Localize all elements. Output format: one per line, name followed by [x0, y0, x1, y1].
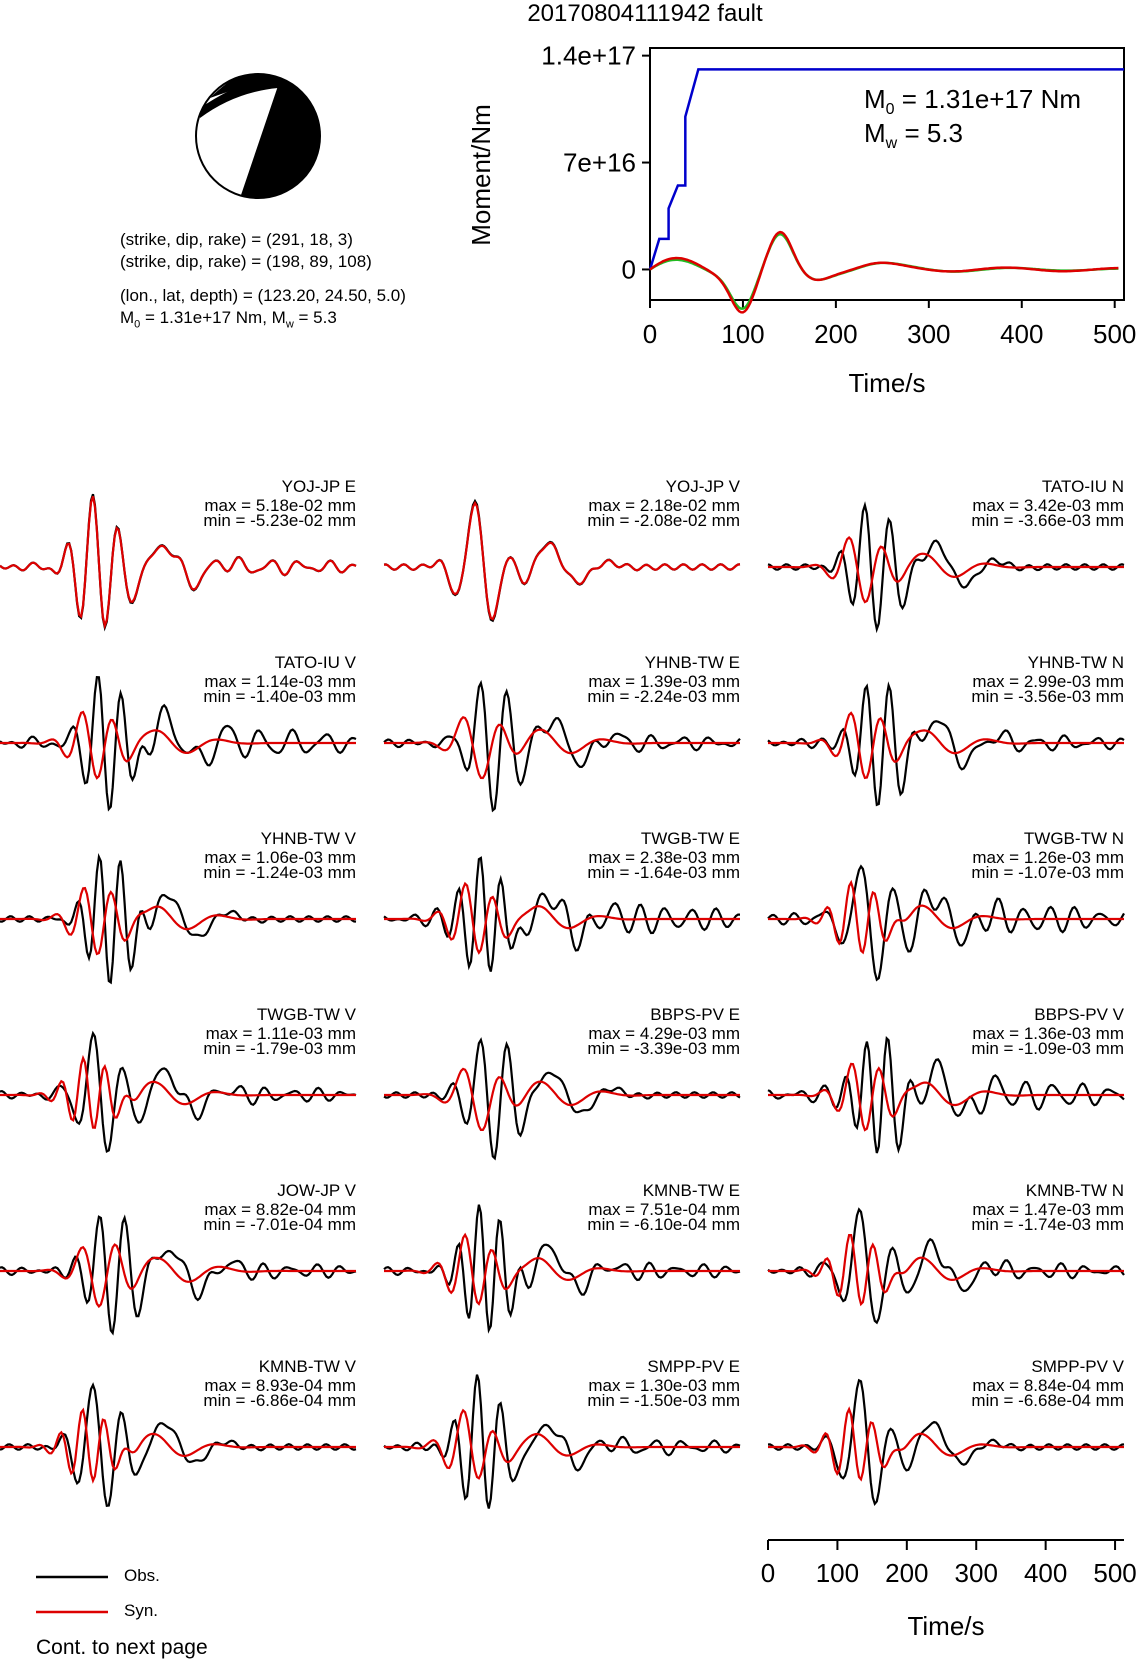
legend-syn-label: Syn.	[124, 1601, 159, 1620]
station-panel	[0, 1217, 356, 1333]
synthetic-trace	[768, 713, 1124, 778]
station-max: max = 8.84e-04 mm	[972, 1376, 1124, 1395]
time-axis-tick-label: 300	[954, 1558, 998, 1588]
station-max: max = 1.14e-03 mm	[204, 672, 356, 691]
time-axis-tick-label: 200	[885, 1558, 929, 1588]
time-axis-tick-label: 500	[1093, 1558, 1137, 1588]
synthetic-trace	[384, 884, 740, 953]
station-min: min = -6.10e-04 mm	[587, 1215, 740, 1234]
station-min: min = -1.79e-03 mm	[203, 1039, 356, 1058]
synthetic-trace	[768, 883, 1124, 953]
moment-ytick-label: 7e+16	[562, 147, 636, 178]
station-name: SMPP-PV V	[1031, 1357, 1124, 1376]
moment-xtick-label: 200	[814, 319, 858, 349]
station-min: min = -3.66e-03 mm	[971, 511, 1124, 530]
station-min: min = -3.56e-03 mm	[971, 687, 1124, 706]
station-max: max = 1.39e-03 mm	[588, 672, 740, 691]
station-min: min = -1.74e-03 mm	[971, 1215, 1124, 1234]
moment-xtick-label: 0	[642, 319, 658, 349]
station-min: min = -2.24e-03 mm	[587, 687, 740, 706]
moment-xtick-label: 100	[721, 319, 765, 349]
continuation-note: Cont. to next page	[36, 1636, 208, 1659]
mw-annotation: $M_w = 5.3$	[864, 118, 964, 152]
station-name: YOJ-JP V	[665, 477, 740, 496]
synthetic-trace	[768, 1064, 1124, 1130]
station-name: BBPS-PV E	[650, 1005, 740, 1024]
synthetic-trace	[384, 1069, 740, 1130]
moment-ytick-label: 0	[621, 254, 636, 285]
station-min: min = -5.23e-02 mm	[203, 511, 356, 530]
station-name: KMNB-TW V	[258, 1357, 356, 1376]
station-min: min = -1.24e-03 mm	[203, 863, 356, 882]
station-name: JOW-JP V	[277, 1181, 356, 1200]
station-min: min = -2.08e-02 mm	[587, 511, 740, 530]
station-name: SMPP-PV E	[647, 1357, 740, 1376]
figure-title: 20170804111942 fault	[527, 0, 763, 27]
station-max: max = 1.26e-03 mm	[972, 848, 1124, 867]
station-max: max = 1.36e-03 mm	[972, 1024, 1124, 1043]
moment-xtick-label: 500	[1093, 319, 1137, 349]
time-axis-label: Time/s	[907, 1611, 985, 1641]
station-name: YHNB-TW N	[1027, 653, 1124, 672]
station-min: min = -1.09e-03 mm	[971, 1039, 1124, 1058]
source-moment: $M_0 = 1.31e+17$ Nm, $M_w = 5.3$	[120, 308, 337, 331]
station-name: YHNB-TW V	[260, 829, 356, 848]
station-name: TWGB-TW V	[256, 1005, 356, 1024]
station-max: max = 2.99e-03 mm	[972, 672, 1124, 691]
time-axis-tick-label: 0	[760, 1558, 776, 1588]
synthetic-trace	[768, 538, 1124, 603]
station-name: TATO-IU N	[1041, 477, 1124, 496]
station-max: max = 3.42e-03 mm	[972, 496, 1124, 515]
station-min: min = -1.40e-03 mm	[203, 687, 356, 706]
station-name: KMNB-TW E	[642, 1181, 740, 1200]
station-max: max = 1.30e-03 mm	[588, 1376, 740, 1395]
station-min: min = -6.86e-04 mm	[203, 1391, 356, 1410]
nodal-plane-1: (strike, dip, rake) = (291, 18, 3)	[120, 230, 353, 249]
station-min: min = -1.50e-03 mm	[587, 1391, 740, 1410]
moment-ytick-label: 1.4e+17	[541, 40, 636, 71]
station-min: min = -3.39e-03 mm	[587, 1039, 740, 1058]
source-location: (lon., lat, depth) = (123.20, 24.50, 5.0)	[120, 286, 406, 305]
station-panel	[768, 863, 1124, 979]
station-max: max = 4.29e-03 mm	[588, 1024, 740, 1043]
synthetic-trace	[768, 1235, 1124, 1304]
moment-xlabel: Time/s	[848, 368, 926, 398]
station-max: max = 2.38e-03 mm	[588, 848, 740, 867]
time-axis-tick-label: 100	[815, 1558, 860, 1588]
moment-xtick-label: 400	[1000, 319, 1044, 349]
station-max: max = 7.51e-04 mm	[588, 1200, 740, 1219]
nodal-plane-2: (strike, dip, rake) = (198, 89, 108)	[120, 252, 372, 271]
synthetic-trace	[0, 1410, 356, 1481]
station-max: max = 1.06e-03 mm	[204, 848, 356, 867]
station-max: max = 8.82e-04 mm	[204, 1200, 356, 1219]
station-name: TWGB-TW E	[640, 829, 740, 848]
station-name: KMNB-TW N	[1025, 1181, 1124, 1200]
legend-obs-label: Obs.	[124, 1566, 160, 1585]
station-max: max = 1.47e-03 mm	[972, 1200, 1124, 1219]
station-min: min = -7.01e-04 mm	[203, 1215, 356, 1234]
observed-trace	[768, 863, 1124, 979]
station-min: min = -6.68e-04 mm	[971, 1391, 1124, 1410]
station-name: TWGB-TW N	[1023, 829, 1124, 848]
station-max: max = 5.18e-02 mm	[204, 496, 356, 515]
moment-xtick-label: 300	[907, 319, 951, 349]
station-name: BBPS-PV V	[1034, 1005, 1124, 1024]
station-min: min = -1.07e-03 mm	[971, 863, 1124, 882]
m0-annotation: $M_0 = 1.31e+17$ Nm	[864, 84, 1082, 118]
station-max: max = 8.93e-04 mm	[204, 1376, 356, 1395]
station-max: max = 2.18e-02 mm	[588, 496, 740, 515]
station-name: TATO-IU V	[274, 653, 356, 672]
station-min: min = -1.64e-03 mm	[587, 863, 740, 882]
station-name: YHNB-TW E	[644, 653, 740, 672]
synthetic-trace	[0, 1245, 356, 1307]
station-name: YOJ-JP E	[281, 477, 356, 496]
station-max: max = 1.11e-03 mm	[205, 1024, 356, 1043]
moment-ylabel: Moment/Nm	[466, 104, 496, 246]
time-axis-tick-label: 400	[1023, 1558, 1068, 1588]
